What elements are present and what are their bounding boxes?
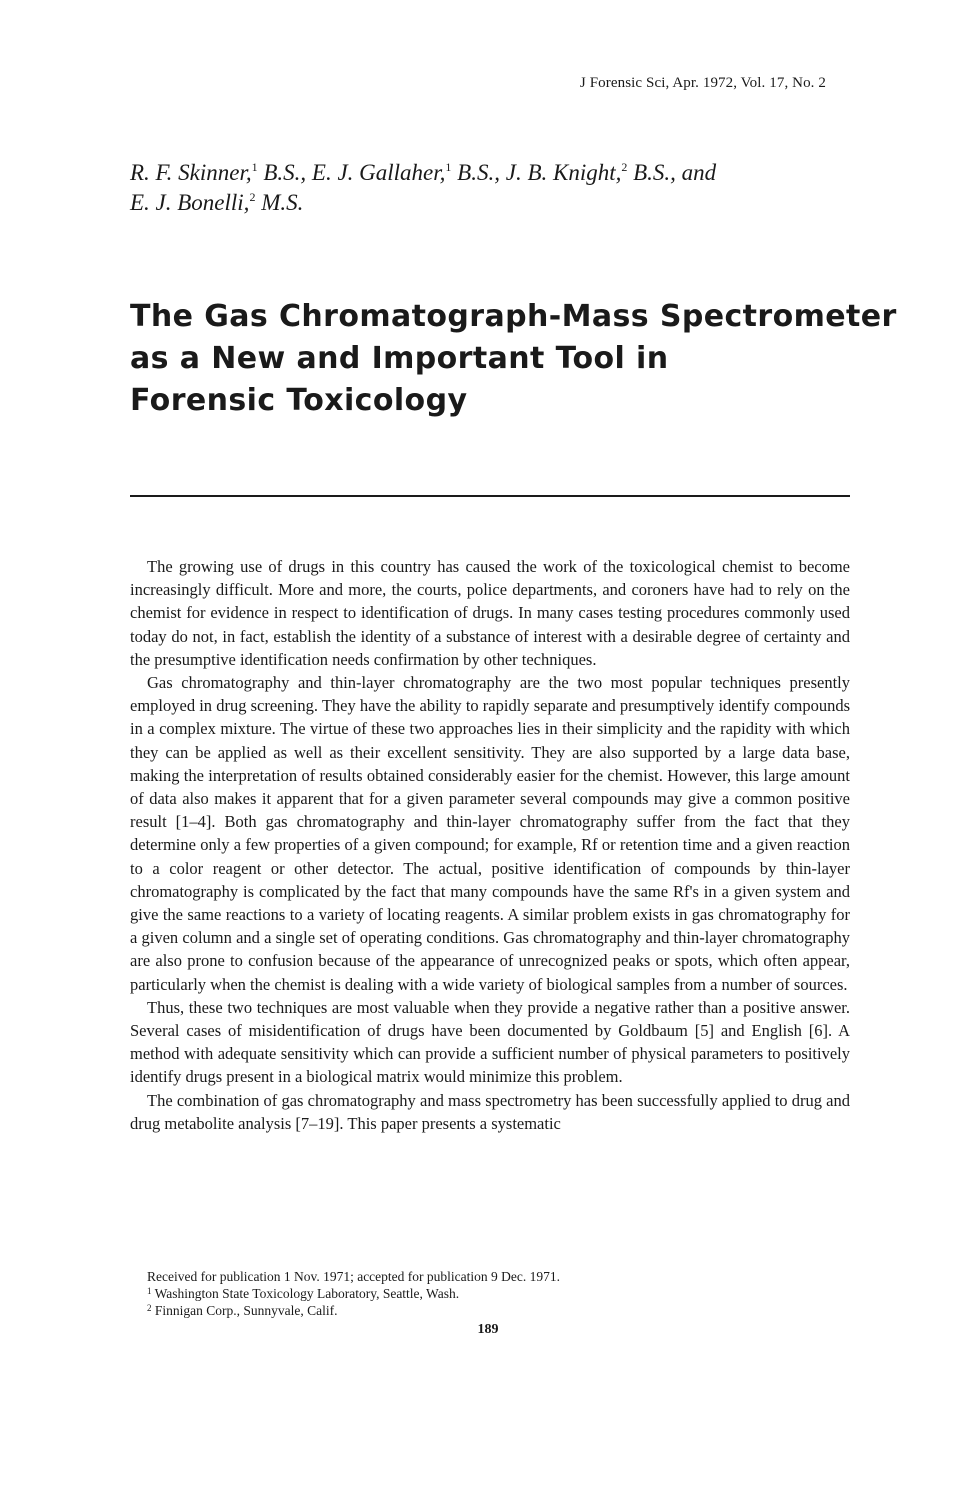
footnote-mark: 1 <box>147 1286 152 1296</box>
author-affiliation-mark: 2 <box>621 160 628 174</box>
title-divider <box>130 495 850 497</box>
body-paragraph: Thus, these two techniques are most valuable when they provide a negative rather than a positive answer. Several cases of misidentification of drugs have been documented by Goldbaum [5] and English [6]. A method with adequate sensitivity which can provide a sufficient number of physical parameters to positively identify drugs present in a biological matrix would minimize this problem. <box>130 997 850 1087</box>
footnote-text: Finnigan Corp., Sunnyvale, Calif. <box>154 1303 338 1318</box>
article-body <box>130 555 850 1135</box>
footnote-text: Washington State Toxicology Laboratory, Seattle, Wash. <box>154 1286 460 1301</box>
running-head: J Forensic Sci, Apr. 1972, Vol. 17, No. 2 <box>579 75 826 91</box>
author-affiliation-mark: 1 <box>251 160 258 174</box>
body-paragraph: The combination of gas chromatography and mass spectrometry has been successfully applied to drug and drug metabolite analysis [7–19]. This paper presents a systematic <box>130 1090 850 1133</box>
author-degree: B.S., <box>263 160 307 185</box>
footnote <box>147 1302 560 1319</box>
author-name: J. B. Knight, <box>505 160 622 185</box>
author-affiliation-mark: 2 <box>249 190 256 204</box>
page-number: 189 <box>477 1322 499 1337</box>
title-line: The Gas Chromatograph-Mass Spectrometer <box>130 299 897 334</box>
article-title <box>130 296 897 422</box>
author-name: E. J. Bonelli, <box>130 190 250 215</box>
author-affiliation-mark: 1 <box>445 160 452 174</box>
author-degree: B.S., and <box>633 160 717 185</box>
footnotes <box>147 1268 560 1319</box>
author-name: R. F. Skinner, <box>130 160 252 185</box>
title-line: as a New and Important Tool in <box>130 341 669 376</box>
body-paragraph: The growing use of drugs in this country has caused the work of the toxicological chemist to become increasingly difficult. More and more, the courts, police departments, and coroners have had to rely on the chemist for evidence in respect to identification of drugs. In many cases testing procedures commonly used today do not, in fact, establish the identity of a substance of interest with a desirable degree of certainty and the presumptive identification needs confirmation by other techniques. <box>130 557 850 669</box>
author-list <box>130 158 852 218</box>
footnote-mark: 2 <box>147 1303 152 1313</box>
author-name: E. J. Gallaher, <box>311 160 446 185</box>
body-paragraph: Gas chromatography and thin-layer chromatography are the two most popular techniques presently employed in drug screening. They have the ability to rapidly separate and presumptively identify compounds in a complex mixture. The virtue of these two approaches lies in their simplicity and the rapidity with which they can be applied as well as their excellent sensitivity. They are also supported by a large data base, making the interpretation of results obtained considerably easier for the chemist. However, this large amount of data also makes it apparent that for a given parameter several compounds may give a common positive result [1–4]. Both gas chromatography and thin-layer chromatography suffer from the fact that they determine only a few properties of a given compound; for example, Rf or retention time and a given reaction to a color reagent or other detector. The actual, positive identification of compounds by thin-layer chromatography is complicated by the fact that many compounds have the same Rf's in a given system and give the same reactions to a variety of locating reagents. A similar problem exists in gas chromatography for a given column and a single set of operating conditions. Gas chromatography and thin-layer chromatography are also prone to confusion because of the appearance of unrecognized peaks or spots, which often appear, particularly when the chemist is dealing with a wide variety of biological samples from a number of sources. <box>130 673 850 994</box>
title-line: Forensic Toxicology <box>130 383 468 418</box>
footnote <box>147 1285 560 1302</box>
author-degree: B.S., <box>457 160 500 185</box>
received-note: Received for publication 1 Nov. 1971; accepted for publication 9 Dec. 1971. <box>147 1269 560 1284</box>
author-degree: M.S. <box>261 190 304 215</box>
